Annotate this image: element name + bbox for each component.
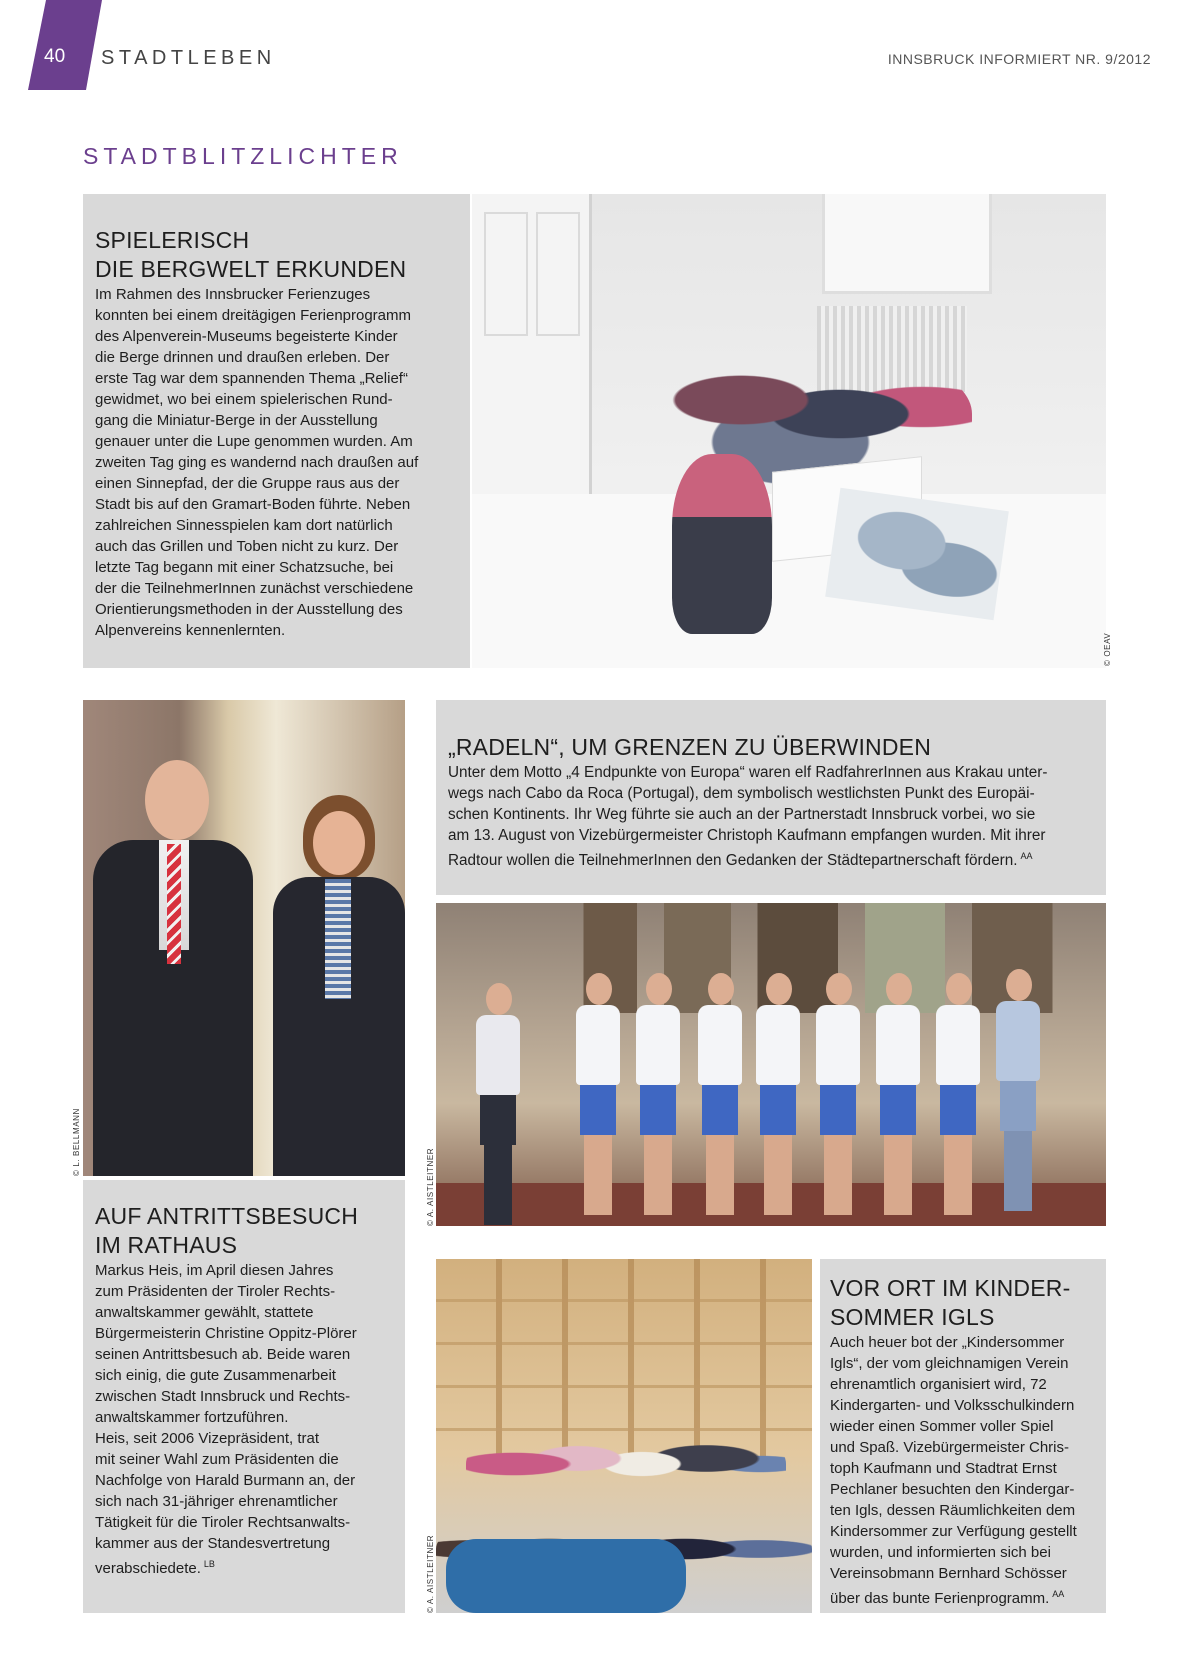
photo-kids-relief-model (472, 194, 1106, 668)
author-initials: AA (1052, 1589, 1065, 1599)
photo-kindersommer-group (436, 1259, 812, 1613)
photo-person (996, 969, 1040, 1214)
photo-map (825, 488, 1009, 621)
issue-label: INNSBRUCK INFORMIERT NR. 9/2012 (887, 51, 1151, 67)
article-antritt-title: AUF ANTRITTSBESUCH IM RATHAUS (95, 1203, 359, 1258)
page-number: 40 (44, 46, 66, 67)
page-number-tab (28, 0, 102, 90)
article-radeln-title: „RADELN“, UM GRENZEN ZU ÜBERWINDEN (448, 734, 932, 760)
section-label: STADTLEBEN (101, 47, 276, 69)
photo-person (936, 973, 980, 1218)
page-tab-shape (28, 0, 102, 90)
photo-person (576, 973, 620, 1218)
article-antritt (83, 1180, 405, 1613)
article-kindersommer (820, 1259, 1106, 1613)
photo-door (472, 194, 592, 494)
photo-credit-oeav: © OEAV (1103, 632, 1112, 666)
article-bergwelt-title: SPIELERISCH DIE BERGWELT ERKUNDEN (95, 227, 407, 282)
photo-credit-aistleitner-2: © A. AISTLEITNER (426, 1534, 435, 1613)
author-initials: AA (1020, 851, 1033, 861)
main-heading: STADTBLITZLICHTER (83, 143, 403, 169)
article-kindersommer-body: Auch heuer bot der „Kindersommer Igls“, der vom gleichnamigen Verein ehrenamtlich organisiert wird, 72 Kindergarten- und Volksschulkindern wieder einen Sommer voller Spiel und Spaß. Vizebürgermeister Chris- toph Kaufmann und Stadtrat Ernst Pechlaner besuchten den Kindergar- ten Igls, dessen Räumlichkeiten dem Kindersommer zur Verfügung gestellt wurden, und informierten sich bei Vereinsobmann Bernhard Schösser über das bunte Ferienprogramm. $^{AA}$ (830, 1334, 1077, 1607)
author-initials: LB (203, 1559, 215, 1569)
photo-girl (672, 454, 772, 634)
photo-person (476, 983, 520, 1226)
photo-person (698, 973, 742, 1218)
photo-person (756, 973, 800, 1218)
photo-man (93, 760, 253, 1176)
article-kindersommer-title: VOR ORT IM KINDER- SOMMER IGLS (830, 1275, 1071, 1330)
article-bergwelt-body: Im Rahmen des Innsbrucker Ferienzuges konnten bei einem dreitägigen Ferienprogramm des Alpenverein-Museums begeisterte Kinder die Berge drinnen und draußen erleben. Der erste Tag war dem spannenden Thema „Relief“ gewidmet, wo bei einem spielerischen Rund- gang die Miniatur-Berge in der Ausstellung genauer unter die Lupe genommen wurden. Am zweiten Tag ging es wandernd nach draußen auf einen Sinnepfad, der die Gruppe raus aus der Stadt bis auf den Gramart-Boden führte. Neben zahlreichen Sinnesspielen kam dort natürlich auch das Grillen und Toben nicht zu kurz. Der letzte Tag begann mit einer Schatzsuche, bei der die TeilnehmerInnen zunächst verschiedene Orientierungsmethoden in der Ausstellung des Alpenvereins kennenlernten. (95, 286, 419, 639)
photo-credit-bellmann: © L. BELLMANN (72, 1108, 81, 1176)
article-radeln (436, 700, 1106, 895)
article-antritt-body: Markus Heis, im April diesen Jahres zum Präsidenten der Tiroler Rechts- anwaltskammer gewählt, stattete Bürgermeisterin Christine Oppitz-Plörer seinen Antrittsbesuch ab. Beide waren sich einig, die gute Zusammenarbeit zwischen Stadt Innsbruck und Rechts- anwaltskammer fortzuführen. Heis, seit 2006 Vizepräsident, trat mit seiner Wahl zum Präsidenten die Nachfolge von Harald Burmann an, der sich nach 31-jähriger ehrenamtlicher Tätigkeit für die Tiroler Rechtsanwalts- kammer aus der Standesvertretung verabschiedete. $^{LB}$ (95, 1262, 357, 1577)
photo-window (822, 194, 992, 294)
photo-person (636, 973, 680, 1218)
photo-heis-oppitz (83, 700, 405, 1176)
photo-cyclists (436, 903, 1106, 1226)
photo-woman (273, 795, 405, 1175)
article-bergwelt (83, 194, 470, 668)
photo-person (876, 973, 920, 1218)
photo-person (816, 973, 860, 1218)
article-radeln-body: Unter dem Motto „4 Endpunkte von Europa“ waren elf RadfahrerInnen aus Krakau unter- wegs nach Cabo da Roca (Portugal), dem symbolisch westlichsten Punkt des Europäi- schen Kontinents. Ihr Weg führte sie auch an der Partnerstadt Innsbruck vorbei, wo sie am 13. August von Vizebürgermeister Christoph Kaufmann empfangen wurden. Mit ihrer Radtour wollen die TeilnehmerInnen den Gedanken der Städtepartnerschaft fördern. $^{AA}$ (448, 764, 1048, 870)
photo-credit-aistleitner-1: © A. AISTLEITNER (426, 1147, 435, 1226)
photo-blue-mat (446, 1539, 686, 1613)
